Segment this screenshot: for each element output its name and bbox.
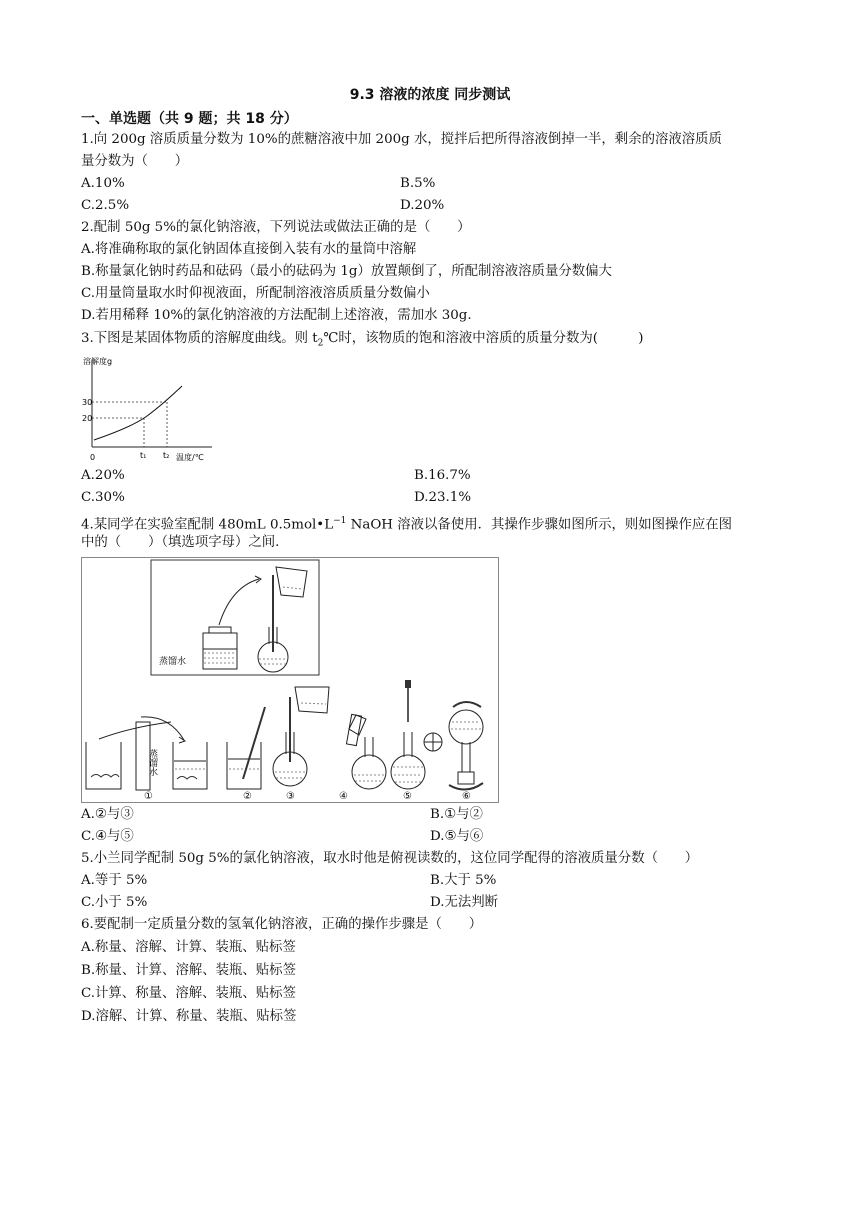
q1-option-b: B.5% — [400, 176, 436, 191]
q2-option-c: C.用量筒量取水时仰视液面，所配制溶液溶质质量分数偏小 — [81, 286, 430, 301]
q6-option-d: D.溶解、计算、称量、装瓶、贴标签 — [81, 1009, 297, 1024]
step-label-3: ③ — [286, 791, 295, 802]
x-axis-label: 温度/℃ — [176, 453, 204, 462]
q4-option-c: C.④与⑤ — [81, 829, 134, 844]
page-title: 9.3 溶液的浓度 同步测试 — [349, 87, 511, 103]
q6-option-b: B.称量、计算、溶解、装瓶、贴标签 — [81, 963, 296, 978]
side-label-distilled-water: 蒸馏水 — [147, 749, 157, 776]
q3-stem: 3.下图是某固体物质的溶解度曲线。则 $t_2℃$时，该物质的饱和溶液中溶质的质量分数为( ) — [81, 331, 644, 349]
q1-stem-line2: 量分数为（ ） — [81, 154, 189, 169]
q2-stem: 2.配制 50g 5%的氯化钠溶液，下列说法或做法正确的是（ ） — [81, 220, 471, 235]
solubility-curve — [94, 386, 182, 440]
q4-option-a: A.②与③ — [81, 807, 134, 822]
step-5-dropper — [391, 680, 442, 789]
q3-option-b: B.16.7% — [414, 468, 471, 483]
q6-stem: 6.要配制一定质量分数的氢氧化钠溶液，正确的操作步骤是（ ） — [81, 917, 483, 932]
q5-option-c: C.小于 5% — [81, 895, 148, 910]
solubility-curve-graph — [82, 352, 217, 464]
origin-label: 0 — [90, 453, 96, 462]
q1-option-a: A.10% — [81, 176, 125, 191]
step-label-4: ④ — [339, 791, 348, 802]
step-4-rinse — [346, 714, 386, 789]
step-label-2: ② — [243, 791, 252, 802]
q5-option-a: A.等于 5% — [81, 873, 148, 888]
q5-option-b: B.大于 5% — [430, 873, 497, 888]
inset-label-distilled-water: 蒸馏水 — [159, 657, 187, 667]
q1-stem-line1: 1.向 200g 溶质质量分数为 10%的蔗糖溶液中加 200g 水，搅拌后把所得溶液倒掉一半，剩余的溶液溶质质 — [81, 132, 722, 147]
q3-option-a: A.20% — [81, 468, 125, 483]
q2-option-a: A.将准确称取的氯化钠固体直接倒入装有水的量筒中溶解 — [81, 242, 417, 257]
q6-option-a: A.称量、溶解、计算、装瓶、贴标签 — [81, 940, 296, 955]
x-tick-t1: t₁ — [140, 451, 147, 460]
step-label-6: ⑥ — [462, 791, 471, 802]
y-axis-label: 溶解度g — [83, 357, 113, 366]
solution-preparation-figure — [81, 557, 499, 803]
step-6-invert — [449, 702, 483, 790]
step-2-stir — [227, 707, 265, 789]
y-tick-30: 30 — [82, 398, 93, 407]
q2-option-d: D.若用稀释 10%的氯化钠溶液的方法配制上述溶液，需加水 30g. — [81, 308, 472, 323]
x-tick-t2: t₂ — [163, 451, 170, 460]
q5-stem: 5.小兰同学配制 50g 5%的氯化钠溶液，取水时他是俯视读数的，这位同学配得的溶液质量分数（ ） — [81, 851, 699, 866]
section-heading: 一、单选题（共 9 题；共 18 分） — [81, 111, 298, 127]
q4-option-b: B.①与② — [430, 807, 483, 822]
q1-option-d: D.20% — [400, 198, 445, 213]
q6-option-c: C.计算、称量、溶解、装瓶、贴标签 — [81, 986, 296, 1001]
q1-option-c: C.2.5% — [81, 198, 130, 213]
step-3-transfer — [273, 687, 329, 786]
step-label-5: ⑤ — [403, 791, 412, 802]
q4-stem-line1: 4.某同学在实验室配制 480mL $0.5mol•L^{-1}$ NaOH 溶液以备使用．其操作步骤如图所示，则如图操作应在图 — [81, 516, 733, 533]
y-tick-20: 20 — [82, 414, 93, 423]
step-label-1: ① — [144, 791, 153, 802]
q5-option-d: D.无法判断 — [430, 895, 499, 910]
q4-stem-line2: 中的（ ）（填选项字母）之间. — [81, 535, 280, 550]
q2-option-b: B.称量氯化钠时药品和砝码（最小的砝码为 1g）放置颠倒了，所配制溶液溶质量分数偏大 — [81, 264, 612, 279]
q3-option-c: C.30% — [81, 490, 125, 505]
q3-option-d: D.23.1% — [414, 490, 472, 505]
q4-option-d: D.⑤与⑥ — [430, 829, 484, 844]
